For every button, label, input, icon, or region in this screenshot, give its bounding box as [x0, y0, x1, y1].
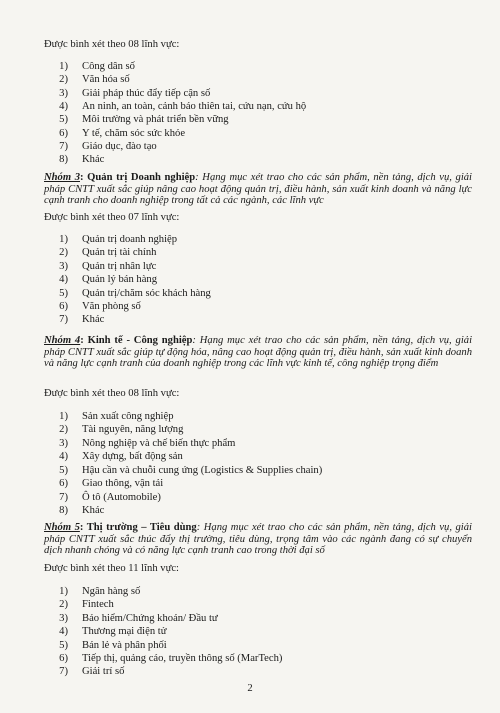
- list-item-number: 5): [59, 287, 68, 299]
- list-item-number: 4): [59, 101, 68, 113]
- list-item-number: 7): [59, 491, 68, 503]
- group5-title: : Thị trường – Tiêu dùng: [79, 522, 197, 533]
- list-item-number: 2): [59, 247, 68, 259]
- list-item-text: Quản lý bán hàng: [82, 274, 158, 286]
- group4-description: : Hạng mục xét trao cho các sản phẩm, nền tảng, dịch vụ, giải pháp CNTT xuất sắc giúp tự động hóa, nâng cao hoạt động quản trị, điều hành, sản xuất kinh doanh và năng lực cạnh tranh của doanh nghiệp trong các lĩnh vực kinh tế, công nghiệp trọng điểm: [44, 335, 473, 370]
- list-item-text: Quản trị/chăm sóc khách hàng: [82, 287, 211, 299]
- list-item-text: Y tế, chăm sóc sức khỏe: [82, 127, 186, 139]
- list-item-text: Ngân hàng số: [82, 586, 141, 597]
- group4-intro: Được bình xét theo 08 lĩnh vực:: [44, 388, 180, 399]
- group5-heading: [44, 522, 472, 557]
- list-item-text: Khác: [82, 314, 105, 326]
- list-item-text: Tiếp thị, quảng cáo, truyền thông số (MarTech): [82, 653, 283, 664]
- list-item-text: Văn hóa số: [82, 74, 130, 86]
- list-item-text: Xây dựng, bất động sản: [82, 451, 183, 463]
- list-item-number: 8): [59, 154, 68, 166]
- list-item-text: Giáo dục, đào tạo: [82, 141, 157, 153]
- group5-intro: Được bình xét theo 11 lĩnh vực:: [44, 563, 179, 574]
- list-item-number: 7): [59, 666, 68, 678]
- list-item-number: 1): [59, 61, 68, 72]
- group3-title: : Quản trị Doanh nghiệp: [80, 172, 196, 183]
- list-item-text: Giao thông, vận tải: [82, 478, 164, 490]
- list-item-number: 5): [59, 639, 68, 651]
- list-item-text: Môi trường và phát triển bền vững: [82, 114, 229, 126]
- list-item-number: 7): [59, 141, 68, 153]
- list-item-number: 6): [59, 478, 68, 490]
- list-item-number: 1): [59, 586, 68, 597]
- list-item-text: Văn phòng số: [82, 301, 141, 312]
- list-item-number: 3): [59, 437, 68, 449]
- group4-heading: [44, 335, 472, 370]
- list-item-text: Bảo hiểm/Chứng khoán/ Đầu tư: [82, 612, 218, 624]
- list-item-text: Khác: [82, 505, 105, 517]
- group2-intro: Được bình xét theo 08 lĩnh vực:: [44, 39, 180, 50]
- list-item-number: 6): [59, 301, 68, 312]
- list-item-text: Thương mại điện tử: [82, 626, 167, 638]
- list-item-text: Quản trị tài chính: [82, 247, 157, 259]
- list-item-number: 4): [59, 274, 68, 286]
- list-item-number: 8): [59, 505, 68, 517]
- list-item-number: 2): [59, 599, 68, 611]
- list-item-number: 2): [59, 424, 68, 436]
- list-item-number: 5): [59, 114, 68, 126]
- group4-title: : Kinh tế - Công nghiệp: [80, 335, 193, 346]
- list-item-number: 3): [59, 260, 68, 272]
- list-item-text: Quản trị nhân lực: [82, 260, 157, 272]
- list-item-text: An ninh, an toàn, cảnh báo thiên tai, cứu nạn, cứu hộ: [82, 101, 307, 113]
- page-number: 2: [247, 683, 253, 694]
- list-item-number: 2): [59, 74, 68, 86]
- list-item-number: 6): [59, 127, 68, 139]
- list-item-number: 4): [59, 451, 68, 463]
- list-item-number: 7): [59, 314, 68, 326]
- list-item-text: Hậu cần và chuỗi cung ứng (Logistics & Supplies chain): [82, 464, 323, 476]
- list-item-text: Khác: [82, 154, 105, 166]
- list-item-text: Giải pháp thúc đẩy tiếp cận số: [82, 87, 211, 99]
- list-item-number: 5): [59, 464, 68, 476]
- group5-description: : Hạng mục xét trao cho các sản phẩm, nền tảng, dịch vụ, giải pháp CNTT xuất sắc thúc đẩy thị trường, tiêu dùng, trọng tâm vào các ngành đang có sự chuyển dịch nhanh chóng và có năng lực cạnh tranh cao trong thời đại số: [44, 522, 472, 557]
- list-item-text: Sản xuất công nghiệp: [82, 411, 174, 422]
- list-item-number: 6): [59, 653, 68, 664]
- list-item-number: 3): [59, 87, 68, 99]
- list-item-text: Tài nguyên, năng lượng: [82, 424, 184, 436]
- list-item-text: Ô tô (Automobile): [82, 491, 161, 503]
- list-item-number: 3): [59, 612, 68, 624]
- group3-intro: Được bình xét theo 07 lĩnh vực:: [44, 212, 180, 223]
- list-item-text: Bán lẻ và phân phối: [82, 639, 167, 651]
- group3-name: Nhóm 3: [44, 172, 80, 183]
- list-item-text: Fintech: [82, 599, 114, 611]
- group3-heading: [44, 172, 472, 207]
- list-item-text: Giải trí số: [82, 666, 125, 678]
- group5-name: Nhóm 5: [44, 522, 80, 533]
- list-item-number: 4): [59, 626, 68, 638]
- group3-description: : Hạng mục xét trao cho các sản phẩm, nền tảng, dịch vụ, giải pháp CNTT xuất sắc giúp nâng cao hoạt động quản trị, điều hành, sản xuất kinh doanh và năng lực cạnh tranh cho doanh nghiệp trong tất cả các ngành, các lĩnh vực: [44, 172, 472, 207]
- list-item-text: Công dân số: [82, 61, 135, 72]
- list-item-text: Nông nghiệp và chế biến thực phẩm: [82, 437, 236, 449]
- group4-name: Nhóm 4: [44, 335, 81, 346]
- list-item-number: 1): [59, 411, 68, 422]
- list-item-number: 1): [59, 234, 68, 245]
- list-item-text: Quản trị doanh nghiệp: [82, 234, 178, 245]
